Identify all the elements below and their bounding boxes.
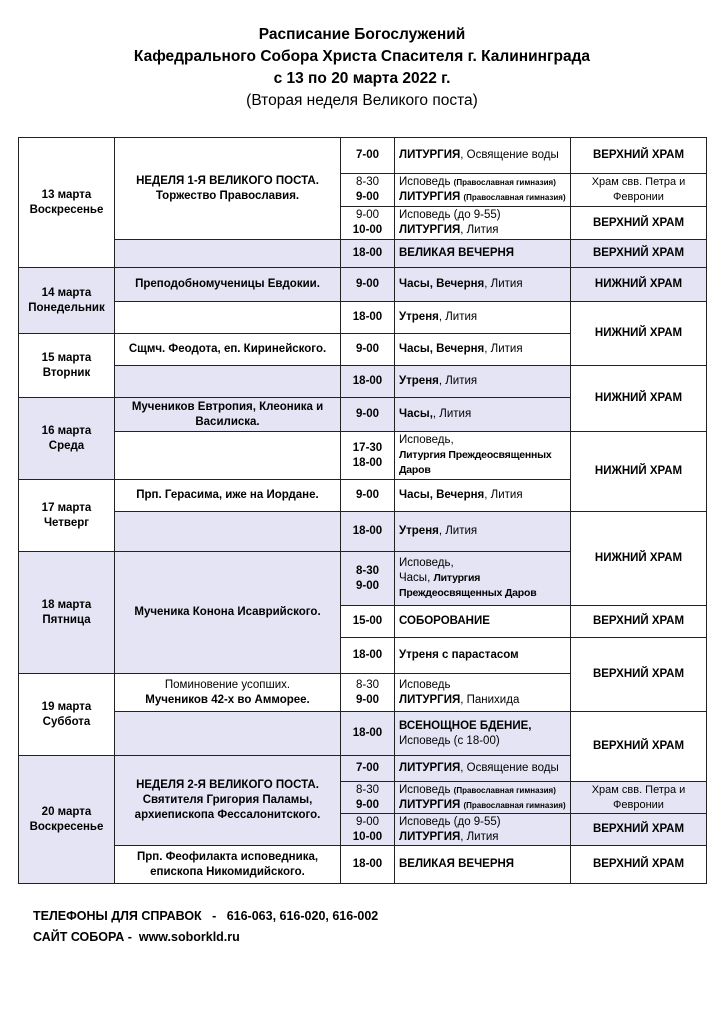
day-cell — [19, 552, 115, 674]
cell-text: , Панихида — [460, 693, 520, 706]
cell-text: Часы, Вечерня — [399, 489, 485, 501]
cell-text: 14 марта — [41, 286, 92, 299]
time-cell — [341, 782, 395, 814]
feast-cell: Мучеников Евтропия, Клеоника и Василиска. — [115, 398, 341, 432]
cell-text: ВСЕНОЩНОЕ БДЕНИЕ, — [399, 719, 532, 732]
place-cell: ВЕРХНИЙ ХРАМ — [571, 712, 707, 782]
feast-cell — [115, 674, 341, 712]
service-cell: ВЕЛИКАЯ ВЕЧЕРНЯ — [395, 240, 571, 268]
service-cell — [395, 712, 571, 756]
cell-text: 9-00 — [355, 579, 380, 592]
cell-text: (Православная гимназия) — [453, 785, 556, 795]
cell-text: Понедельник — [28, 301, 105, 314]
time-cell: 18-00 — [341, 302, 395, 334]
feast-cell-empty — [115, 302, 341, 334]
cell-text: 8-30 — [355, 783, 380, 796]
cell-text: 19 марта — [41, 700, 92, 713]
schedule-row — [19, 302, 707, 334]
service-cell — [395, 552, 571, 606]
day-cell — [19, 268, 115, 334]
service-cell — [395, 674, 571, 712]
cell-text: 8-30 — [355, 678, 380, 691]
cell-text: Литургия — [433, 572, 481, 584]
cell-text: Святителя Григория Паламы, — [142, 794, 313, 806]
cell-text: , Лития — [460, 830, 499, 843]
time-cell: 9-00 — [341, 268, 395, 302]
place-cell: НИЖНИЙ ХРАМ — [571, 432, 707, 512]
cell-text: Утреня — [399, 525, 439, 537]
service-cell — [395, 756, 571, 782]
cell-text: Исповедь, — [399, 557, 454, 569]
footer-contacts — [33, 906, 378, 948]
cell-text: ЛИТУРГИЯ — [399, 830, 461, 843]
title-line-1: Расписание Богослужений — [258, 26, 466, 43]
cell-text: Храм свв. Петра и — [591, 783, 686, 796]
feast-cell-empty — [115, 432, 341, 480]
cell-text: 17-30 — [352, 441, 383, 454]
service-cell: Утреня с парастасом — [395, 638, 571, 674]
cell-text: 20 марта — [41, 805, 92, 818]
cell-text: Исповедь — [399, 176, 451, 188]
day-cell — [19, 138, 115, 268]
time-cell — [341, 207, 395, 240]
title-line-2: Кафедрального Собора Христа Спасителя г. Калининграда — [133, 48, 591, 65]
cell-text: , Лития — [432, 408, 472, 420]
cell-text: Мучеников 42-х во Аммореe. — [145, 693, 310, 706]
cell-text: Исповедь, — [399, 434, 454, 446]
schedule-table — [18, 137, 707, 884]
cell-text: 13 марта — [41, 188, 92, 201]
place-cell: ВЕРХНИЙ ХРАМ — [571, 207, 707, 240]
feast-cell: Сщмч. Феодота, еп. Киринейского. — [115, 334, 341, 366]
time-cell: 7-00 — [341, 138, 395, 174]
place-cell: НИЖНИЙ ХРАМ — [571, 366, 707, 432]
cell-text: ЛИТУРГИЯ — [399, 149, 461, 161]
cell-text: , Лития — [460, 224, 499, 236]
cell-text: ЛИТУРГИЯ — [399, 191, 461, 203]
cell-text: Часы, Вечерня — [399, 343, 485, 355]
place-cell: НИЖНИЙ ХРАМ — [571, 268, 707, 302]
site-label: САЙТ СОБОРА - — [33, 930, 132, 944]
feast-cell-empty — [115, 712, 341, 756]
place-cell: НИЖНИЙ ХРАМ — [571, 302, 707, 366]
cell-text: Поминовение усопших. — [164, 678, 291, 691]
cell-text: 18 марта — [41, 598, 92, 611]
cell-text: Утреня — [399, 375, 439, 387]
time-cell — [341, 432, 395, 480]
feast-cell: Прп. Феофилакта исповедника, епископа Никомидийского. — [115, 846, 341, 884]
day-cell — [19, 480, 115, 552]
time-cell: 9-00 — [341, 398, 395, 432]
title-line-4: (Вторая неделя Великого поста) — [246, 92, 478, 109]
cell-text: Торжество Православия. — [155, 189, 300, 202]
service-cell — [395, 366, 571, 398]
time-cell: 18-00 — [341, 366, 395, 398]
cell-text: Воскресенье — [29, 203, 104, 216]
cell-text: Суббота — [42, 715, 91, 728]
cell-text: Литургия Преждеосвященных Даров — [399, 449, 552, 476]
schedule-row — [19, 268, 707, 302]
cell-text: Четверг — [43, 516, 90, 529]
cell-text: Среда — [48, 439, 85, 452]
cell-text: 16 марта — [41, 424, 92, 437]
cell-text: 10-00 — [352, 830, 383, 843]
time-cell: 7-00 — [341, 756, 395, 782]
cell-text: , Лития — [484, 489, 523, 501]
time-cell — [341, 174, 395, 207]
cell-text: ЛИТУРГИЯ — [399, 224, 461, 236]
place-cell: ВЕРХНИЙ ХРАМ — [571, 240, 707, 268]
place-cell: ВЕРХНИЙ ХРАМ — [571, 814, 707, 846]
time-cell — [341, 552, 395, 606]
time-cell: 18-00 — [341, 240, 395, 268]
document-title — [0, 24, 724, 112]
time-cell: 18-00 — [341, 712, 395, 756]
day-cell — [19, 674, 115, 756]
cell-text: , Освящение воды — [460, 762, 559, 774]
schedule-row — [19, 240, 707, 268]
cell-text: Исповедь — [399, 678, 451, 691]
cell-text: 18-00 — [352, 456, 383, 469]
time-cell — [341, 674, 395, 712]
service-cell — [395, 174, 571, 207]
feast-cell-empty — [115, 366, 341, 398]
cell-text: архиепископа Фессалонитского. — [134, 809, 321, 821]
schedule-row — [19, 846, 707, 884]
phones-label: ТЕЛЕФОНЫ ДЛЯ СПРАВОК — [33, 909, 202, 923]
place-cell: ВЕРХНИЙ ХРАМ — [571, 846, 707, 884]
service-cell: СОБОРОВАНИЕ — [395, 606, 571, 638]
phones-line: ТЕЛЕФОНЫ ДЛЯ СПРАВОК - 616-063, 616-020, 616-002 — [33, 909, 379, 923]
site-line — [33, 927, 378, 948]
feast-cell: Преподобномученицы Евдокии. — [115, 268, 341, 302]
title-line-3: с 13 по 20 марта 2022 г. — [273, 70, 451, 87]
place-cell — [571, 174, 707, 207]
cell-text: Исповедь (с 18-00) — [399, 734, 500, 747]
time-cell: 18-00 — [341, 512, 395, 552]
cell-text: НЕДЕЛЯ 2-Я ВЕЛИКОГО ПОСТА. — [136, 779, 319, 791]
cell-text: ЛИТУРГИЯ — [399, 798, 461, 811]
time-cell: 18-00 — [341, 846, 395, 884]
time-cell: 9-00 — [341, 334, 395, 366]
cell-text: Февронии — [613, 191, 664, 203]
day-cell — [19, 756, 115, 884]
cell-text: Февронии — [613, 798, 664, 811]
place-cell: ВЕРХНИЙ ХРАМ — [571, 606, 707, 638]
place-cell: ВЕРХНИЙ ХРАМ — [571, 638, 707, 712]
cell-text: (Православная гимназия) — [463, 193, 566, 202]
cell-text: , Лития — [438, 525, 478, 537]
cell-text: Часы, — [399, 408, 433, 420]
service-cell — [395, 782, 571, 814]
time-cell: 9-00 — [341, 480, 395, 512]
cell-text: Храм свв. Петра и — [591, 176, 686, 188]
service-cell — [395, 480, 571, 512]
time-cell — [341, 814, 395, 846]
cell-text: Исповедь (до 9-55) — [399, 815, 501, 828]
cell-text: 9-00 — [355, 798, 380, 811]
time-cell: 15-00 — [341, 606, 395, 638]
feast-cell-empty — [115, 512, 341, 552]
schedule-row — [19, 138, 707, 174]
cell-text: Преждеосвященных Даров — [399, 587, 537, 599]
cell-text: 9-00 — [355, 209, 380, 221]
feast-cell — [115, 138, 341, 240]
cell-text: , Лития — [438, 375, 478, 387]
cell-text: 9-00 — [355, 693, 380, 706]
cell-text: , Лития — [438, 311, 478, 323]
cell-text: , Освящение воды — [460, 149, 559, 161]
cell-text: НЕДЕЛЯ 1-Я ВЕЛИКОГО ПОСТА. — [136, 174, 319, 187]
phones-value: 616-063, 616-020, 616-002 — [226, 909, 379, 923]
cell-text: Часы, Вечерня — [399, 278, 485, 290]
feast-cell-empty — [115, 240, 341, 268]
cell-text: ЛИТУРГИЯ — [399, 762, 461, 774]
place-cell: ВЕРХНИЙ ХРАМ — [571, 138, 707, 174]
place-cell — [571, 782, 707, 814]
cell-text: 8-30 — [355, 176, 380, 188]
schedule-row — [19, 512, 707, 552]
cell-text: (Православная гимназия) — [453, 178, 556, 187]
cell-text: 8-30 — [355, 564, 380, 577]
cell-text: Исповедь — [399, 783, 451, 796]
cell-text: (Православная гимназия) — [463, 800, 566, 810]
feast-cell — [115, 756, 341, 846]
cell-text: 17 марта — [41, 501, 92, 514]
cell-text: ЛИТУРГИЯ — [399, 693, 461, 706]
day-cell — [19, 398, 115, 480]
cell-text: , Лития — [484, 278, 523, 290]
schedule-row — [19, 366, 707, 398]
cell-text: 15 марта — [41, 351, 92, 364]
cell-text: Исповедь (до 9-55) — [399, 209, 501, 221]
schedule-row — [19, 432, 707, 480]
time-cell: 18-00 — [341, 638, 395, 674]
cell-text: , Лития — [484, 343, 523, 355]
service-cell — [395, 432, 571, 480]
day-cell — [19, 334, 115, 398]
service-cell — [395, 512, 571, 552]
place-cell: НИЖНИЙ ХРАМ — [571, 512, 707, 606]
cell-text: 9-00 — [355, 815, 380, 828]
service-cell — [395, 268, 571, 302]
service-cell — [395, 814, 571, 846]
cell-text: Часы, — [399, 572, 434, 584]
schedule-row — [19, 712, 707, 756]
site-link[interactable]: www.soborkld.ru — [138, 930, 240, 944]
cell-text: Вторник — [42, 366, 91, 379]
service-cell — [395, 398, 571, 432]
service-cell: ВЕЛИКАЯ ВЕЧЕРНЯ — [395, 846, 571, 884]
cell-text: 10-00 — [352, 224, 383, 236]
service-cell — [395, 138, 571, 174]
cell-text: 9-00 — [355, 191, 380, 203]
feast-cell: Прп. Герасима, иже на Иордане. — [115, 480, 341, 512]
service-cell — [395, 334, 571, 366]
cell-text: Утреня — [399, 311, 439, 323]
service-cell — [395, 207, 571, 240]
cell-text: Воскресенье — [29, 820, 104, 833]
feast-cell: Мученика Конона Исаврийского. — [115, 552, 341, 674]
service-cell — [395, 302, 571, 334]
cell-text: Пятница — [42, 613, 91, 626]
